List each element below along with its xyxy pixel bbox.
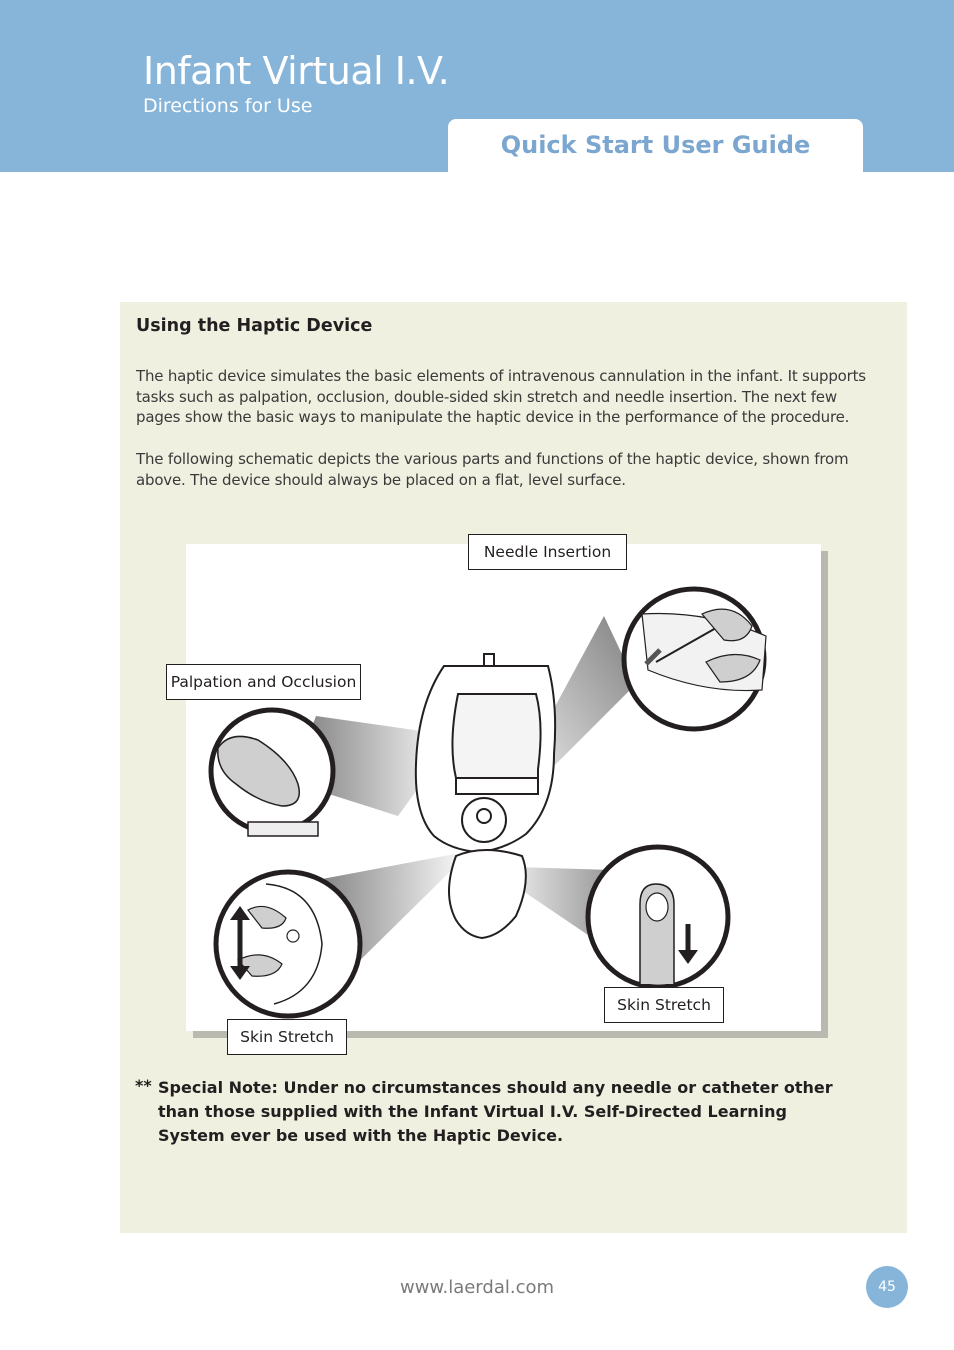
footer-website-link[interactable]: www.laerdal.com [399, 1277, 555, 1298]
schematic-paragraph: The following schematic depicts the various parts and functions of the haptic device, shown from above. The device should always be placed on a flat, level surface. [136, 450, 849, 489]
haptic-device-schematic [186, 544, 821, 1031]
section-heading: Using the Haptic Device [136, 316, 373, 336]
needle-insertion-label: Needle Insertion [468, 534, 627, 570]
palpation-occlusion-label: Palpation and Occlusion [166, 664, 361, 700]
skin-stretch-right-detail-icon [588, 847, 728, 987]
intro-paragraph: The haptic device simulates the basic elements of intravenous cannulation in the infant. It supports tasks such as palpation, occlusion, double-sided skin stretch and needle insertion. The next few pages show the basic ways to manipulate the haptic device in the performance of the procedure. [136, 367, 866, 426]
content-panel [120, 302, 907, 1233]
page-number-badge: 45 [866, 1266, 908, 1308]
header-banner [0, 0, 954, 172]
schematic-drawing [186, 544, 821, 1031]
skin-stretch-left-detail-icon [216, 872, 360, 1016]
guide-tab [448, 119, 863, 172]
document-title: Infant Virtual I.V. [143, 49, 450, 93]
palpation-detail-icon [211, 710, 333, 836]
skin-stretch-right-label: Skin Stretch [604, 987, 724, 1023]
needle-detail-icon [624, 589, 766, 729]
guide-tab-label: Quick Start User Guide [500, 131, 811, 159]
skin-stretch-left-label: Skin Stretch [227, 1019, 347, 1055]
special-note: Special Note: Under no circumstances should any needle or catheter other than those supplied with the Infant Virtual I.V. Self-Directed Learning System ever be used with the Haptic Device. [158, 1078, 833, 1145]
note-marker: ** [135, 1076, 152, 1095]
document-subtitle: Directions for Use [143, 95, 313, 117]
